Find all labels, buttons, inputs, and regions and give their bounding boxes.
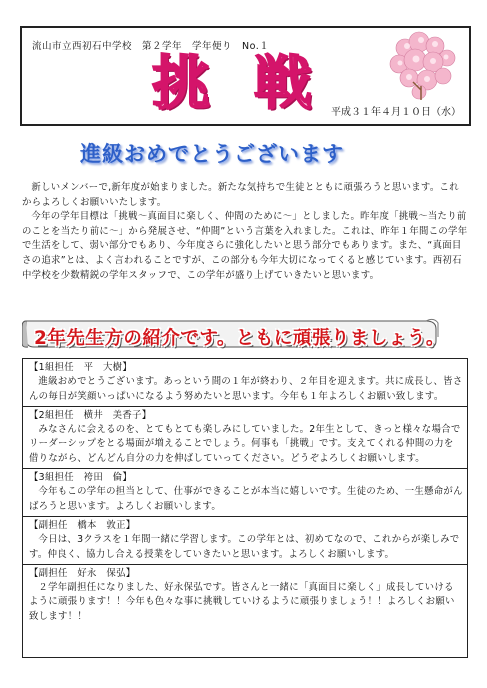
header-box: [20, 26, 471, 126]
big-title: [152, 48, 312, 118]
intro-paragraph-1: 新しいメンバーで,新年度が始まりました。新たな気持ちで生徒とともに頑張ろうと思います。これからよろしくお願いいたします。: [22, 182, 459, 208]
teacher-message: みなさんに会えるのを、とてもとても楽しみにしていました。2年生として、きっと様々な場合でリーダーシップをとる場面が増えることでしょう。何事も「挑戦」です。支えてくれる仲間の力を借りながら、どんどん自分の力を伸ばしていってください。どうぞよろしくお願いします。: [29, 424, 461, 464]
teacher-message: ２学年副担任になりました、好永保弘です。皆さんと一緒に「真面目に楽しく」成長していけるように頑張ります！！今年も色々な事に挑戦していけるように頑張りましょう！！よろしくお願い致します！！: [29, 582, 455, 622]
issue-date: 平成３１年４月１０日（水）: [331, 107, 461, 118]
teacher-block: [23, 407, 467, 469]
teacher-block: [23, 469, 467, 517]
teacher-message: 今日は、3クラスを１年間一緒に学習します。この学年とは、初めてなので、これからが楽しみです。仲良く、協力し合える授業をしていきたいと思います。よろしくお願いします。: [29, 534, 460, 560]
cherry-blossom-illustration: [385, 30, 461, 102]
teacher-name: 【副担任 橋本 敦正】: [29, 519, 136, 531]
teacher-name: 【1組担任 平 大樹】: [29, 362, 133, 373]
teacher-block: [23, 517, 467, 565]
banner-title: 2年先生方の紹介です。ともに頑張りましょう。: [34, 328, 445, 349]
teacher-message: 進級おめでとうございます。あっという間の１年が終わり、２年目を迎えます。共に成長し、皆さんの毎日が笑顔いっぱいになるよう努めたいと思います。今年も１年よろしくお願い致します。: [29, 376, 463, 402]
intro-text: [22, 181, 468, 283]
teacher-name: 【副担任 好永 保弘】: [29, 567, 136, 579]
intro-paragraph-2: 今年の学年目標は「挑戦～真面目に楽しく、仲間のために～」としました。昨年度「挑戦～当たり前のことを当たり前に～」から発展させ、“仲間”という言葉を入れました。これは、昨年１年間この学年で生活をして、弱い部分でもあり、今年度さらに強化したいと思う部分でもあります。また、“真面目さの追求”とは、よく言われることですが、この部分も今年大切になってくると感じています。西初石中学校を少数精鋭の学年スタッフで、この学年が盛り上げていきたいと思います。: [22, 211, 468, 281]
teacher-block: [23, 359, 467, 407]
teacher-introductions: [22, 358, 468, 658]
title-char-1: 挑: [152, 49, 211, 117]
teacher-name: 【3組担任 袴田 倫】: [29, 472, 133, 484]
school-line: 流山市立西初石中学校 第２学年 学年便り No.１: [32, 41, 270, 52]
teacher-block: [23, 565, 467, 626]
teacher-message: 今年もこの学年の担当として、仕事ができることが本当に嬉しいです。生徒のため、一生懸命がんばろうと思います。よろしくお願いします。: [29, 486, 463, 512]
congratulations-heading: 進級おめでとうございます: [80, 142, 344, 166]
title-char-2: 戦: [253, 49, 312, 117]
teacher-name: 【2組担任 横井 美香子】: [29, 409, 152, 421]
